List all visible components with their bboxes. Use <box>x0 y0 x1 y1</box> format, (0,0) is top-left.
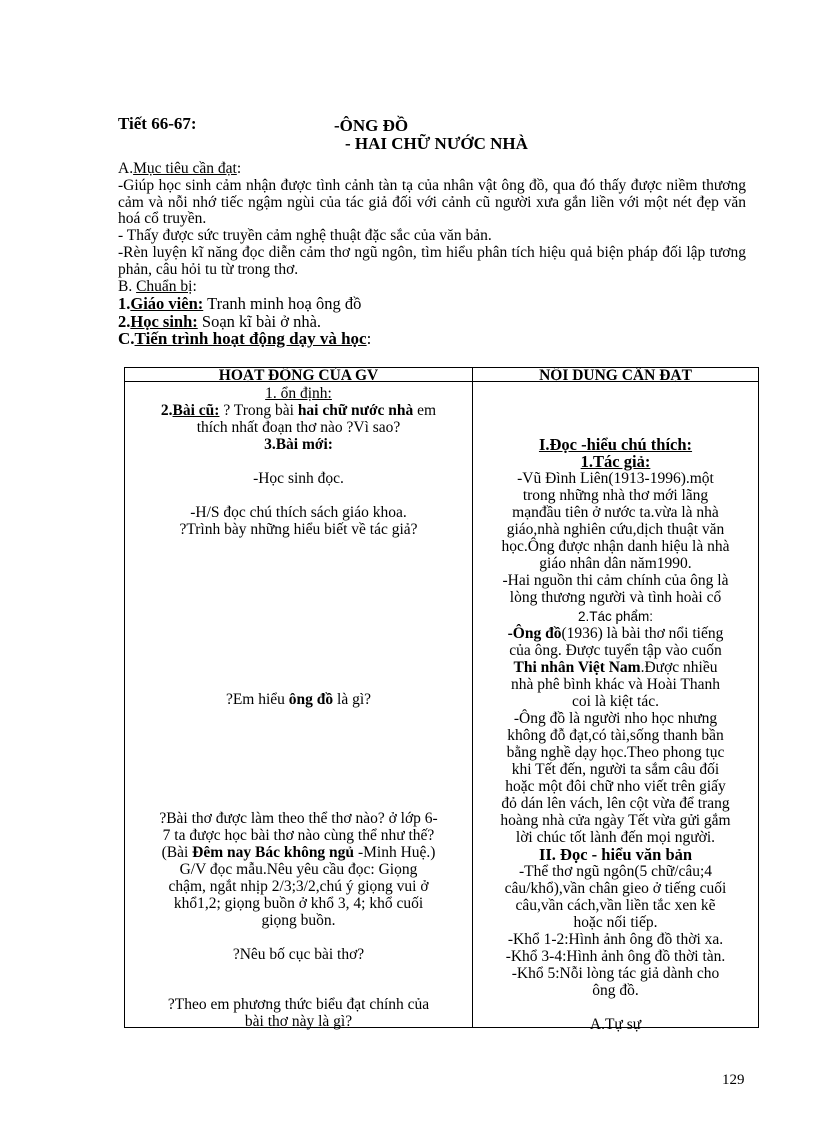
structure-line-2: -Khổ 3-4:Hình ảnh ông đồ thời tàn. <box>505 948 726 965</box>
author-line-6: giáo nhân dân năm1990. <box>539 555 692 572</box>
reading-guide-2: chậm, ngắt nhịp 2/3;3/2,chú ý giọng vui ở <box>168 878 429 895</box>
question-poem-form-2: 7 ta được học bài thơ nào cùng thể như thế? <box>162 827 435 844</box>
lesson-table <box>124 367 759 1033</box>
section-a-heading: A.Mục tiêu cần đạt: <box>118 160 242 177</box>
teacher-preparation: 1.Giáo viên: Tranh minh hoạ ông đồ <box>118 294 362 313</box>
section-i-heading: I.Đọc -hiểu chú thích: <box>538 435 693 454</box>
objective-3: -Rèn luyện kĩ năng đọc diễn cảm thơ ngũ ngôn, tìm hiểu phân tích hiệu quả biện pháp đối lập tương phản, câu hỏi tu từ trong thơ. <box>118 244 746 278</box>
author-line-4: giáo,nhà nghiên cứu,dịch thuật văn <box>506 521 725 538</box>
question-poem-form: ?Bài thơ được làm theo thể thơ nào? ở lớp 6- <box>159 810 438 827</box>
reading-guide-3: khổ1,2; giọng buồn ở khổ 3, 4; khổ cuối <box>173 895 424 912</box>
header-cell-left <box>125 368 473 382</box>
ong-do-line-2: không đỗ đạt,có tài,sống thanh bần <box>507 727 724 744</box>
author-line-2: trong những nhà thơ mới lãng <box>522 487 709 504</box>
author-line-1: -Vũ Đình Liên(1913-1996).một <box>517 470 714 487</box>
work-line-4: nhà phê bình khác và Hoài Thanh <box>511 676 720 693</box>
ong-do-line-7: hoàng nhà cửa ngày Tết vừa gửi gắm <box>500 812 731 829</box>
page-number: 129 <box>722 1072 745 1088</box>
reading-guide-4: giọng buồn. <box>261 912 336 929</box>
header-cell-right <box>473 368 759 382</box>
activity-read: -Học sinh đọc. <box>253 470 344 487</box>
content-column <box>473 382 759 1033</box>
author-line-3: mạnđầu tiên ở nước ta.vừa là nhà <box>512 504 719 521</box>
step-2-cont: thích nhất đoạn thơ nào ?Vì sao? <box>196 419 401 436</box>
question-author: ?Trình bày những hiểu biết về tác giả? <box>179 521 418 538</box>
reading-guide-1: G/V đọc mẫu.Nêu yêu cầu đọc: Giọng <box>179 861 418 878</box>
form-line-3: câu,vần cách,vần liền tắc xen kẽ <box>515 897 716 914</box>
question-mode-1: ?Theo em phương thức biểu đạt chính của <box>167 996 430 1013</box>
section-ii-heading: II. Đọc - hiểu văn bản <box>538 845 693 864</box>
form-line-2: câu/khổ),vần chân gieo ở tiếng cuối <box>504 880 727 897</box>
form-line-1: -Thể thơ ngũ ngôn(5 chữ/câu;4 <box>518 863 713 880</box>
question-poem-form-3: (Bài Đêm nay Bác không ngủ -Minh Huệ.) <box>161 844 436 861</box>
ong-do-line-3: bằng nghề dạy học.Theo phong tục <box>506 744 725 761</box>
author-line-7: -Hai nguồn thi cảm chính của ông là <box>502 572 729 589</box>
structure-line-1: -Khổ 1-2:Hình ảnh ông đồ thời xa. <box>507 931 724 948</box>
author-heading: 1.Tác giả: <box>580 452 651 471</box>
author-line-5: học.Ông được nhận danh hiệu là nhà <box>501 538 730 555</box>
step-2: 2.Bài cũ: ? Trong bài hai chữ nước nhà em <box>160 402 437 419</box>
mode-answer: A.Tự sự <box>589 1016 642 1033</box>
work-line-1: -Ông đồ(1936) là bài thơ nổi tiếng <box>507 625 724 642</box>
ong-do-line-5: hoặc một đôi chữ nho viết trên giấy <box>505 778 726 795</box>
question-structure: ?Nêu bố cục bài thơ? <box>232 946 365 963</box>
student-preparation: 2.Học sinh: Soạn kĩ bài ở nhà. <box>118 312 322 331</box>
question-ong-do: ?Em hiểu ông đồ là gì? <box>225 691 372 708</box>
ong-do-line-4: khi Tết đến, người ta sắm câu đối <box>511 761 720 778</box>
header-content: NỘI DUNG CẦN ĐẠT <box>539 367 692 382</box>
step-1: 1. ổn định: <box>265 385 332 402</box>
ong-do-line-8: lời chúc tốt lành đến mọi người. <box>515 829 716 846</box>
ong-do-line-1: -Ông đồ là người nho học nhưng <box>513 710 718 727</box>
work-line-5: coi là kiệt tác. <box>572 693 659 710</box>
question-mode-2: bài thơ này là gì? <box>244 1013 353 1030</box>
objective-1: -Giúp học sinh cảm nhận được tình cảnh tàn tạ của nhân vật ông đồ, qua đó thấy được niềm thương cảm và nỗi nhớ tiếc ngậm ngùi của tác giả đối với cảnh cũ người xưa gắn liền với một nét đẹp văn hoá cổ truyền. <box>118 177 746 227</box>
section-b-heading: B. Chuẩn bị: <box>118 278 197 295</box>
activity-notes: -H/S đọc chú thích sách giáo khoa. <box>190 504 407 521</box>
title-hai-chu-nuoc-nha: - HAI CHỮ NƯỚC NHÀ <box>345 134 528 153</box>
title-ong-do: -ÔNG ĐỒ <box>334 116 409 135</box>
work-line-2: của ông. Được tuyển tập vào cuốn <box>509 642 722 659</box>
lesson-number: Tiết 66-67: <box>118 114 197 133</box>
objective-2: - Thấy được sức truyền cảm nghệ thuật đặc sắc của văn bản. <box>118 227 492 244</box>
ong-do-line-6: đỏ dán lên vách, lên cột vừa để trang <box>501 795 730 812</box>
work-line-3: Thi nhân Việt Nam.Được nhiều <box>513 659 718 676</box>
step-3: 3.Bài mới: <box>264 436 333 453</box>
structure-line-4: ông đồ. <box>592 982 639 999</box>
form-line-4: hoặc nối tiếp. <box>573 914 658 931</box>
header-teacher-activity: HOẠT ĐỘNG CỦA GV <box>218 367 379 382</box>
teacher-activity-column <box>125 382 473 1028</box>
author-line-8: lòng thương người và tình hoài cổ <box>509 589 722 606</box>
structure-line-3: -Khổ 5:Nỗi lòng tác giả dành cho <box>511 965 720 982</box>
work-heading: 2.Tác phẩm: <box>577 609 654 624</box>
section-c-heading: C.Tiến trình hoạt động dạy và học: <box>118 329 372 348</box>
